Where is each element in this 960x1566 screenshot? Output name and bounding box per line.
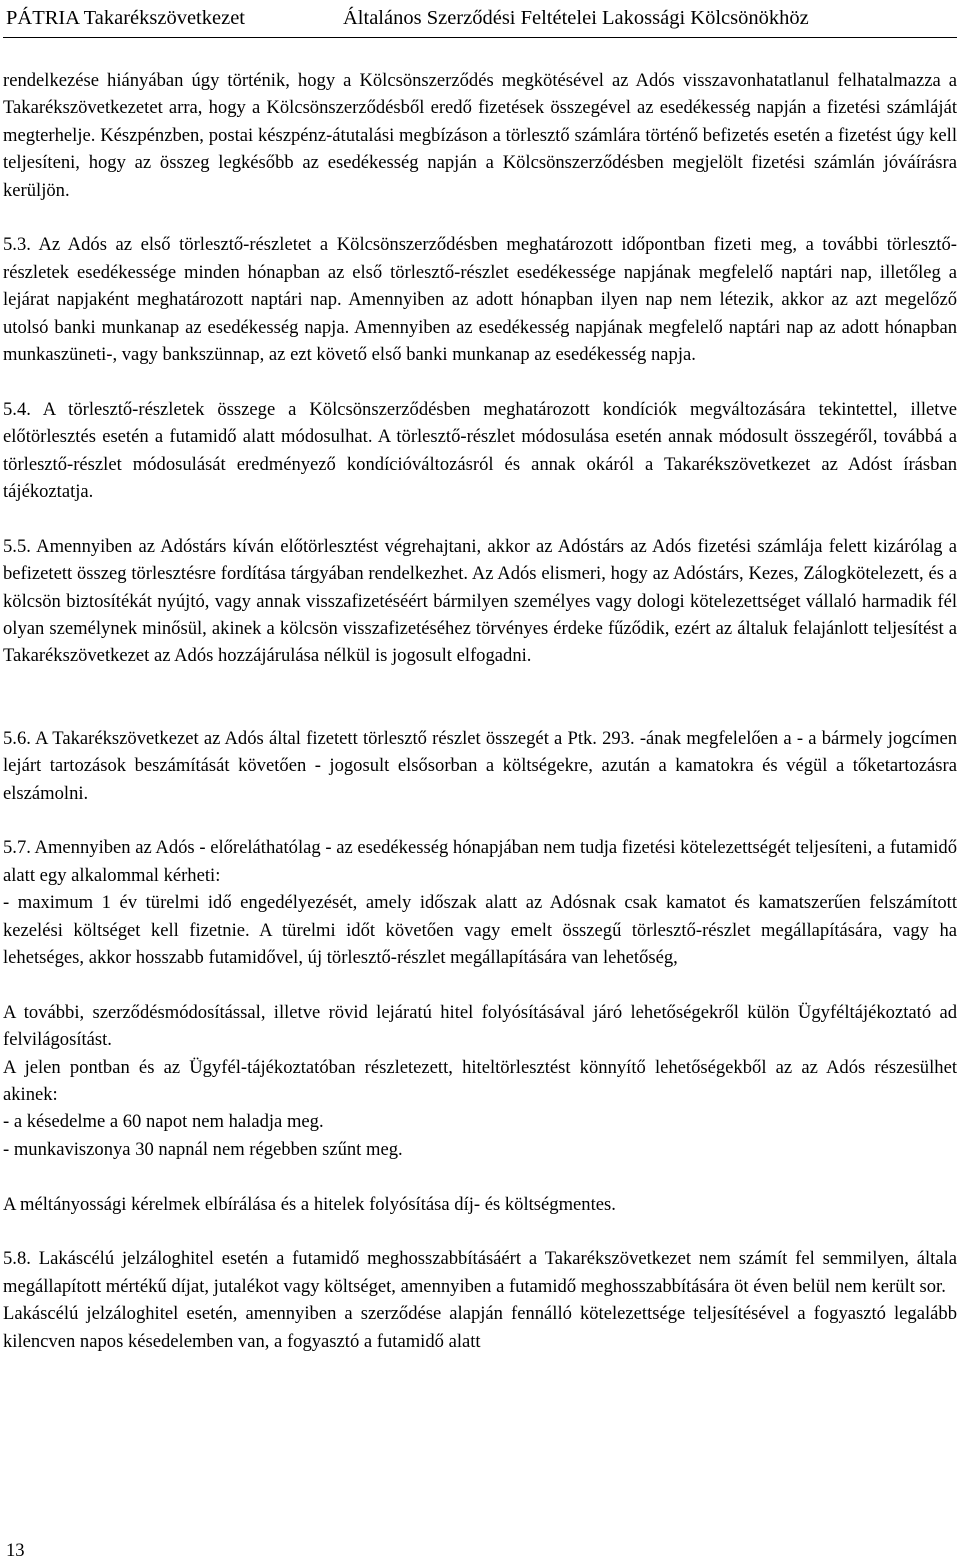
- paragraph-further-options: A további, szerződésmódosítással, illetve rövid lejáratú hitel folyósításával járó lehetőségekről külön Ügyféltájékoztató ad felvilágosítást.: [3, 1001, 957, 1051]
- paragraph-5-3: 5.3. Az Adós az első törlesztő-részletet a Kölcsönszerződésben meghatározott időpontban fizeti meg, a további törlesztő-részletek esedékessége minden hónapban az első törlesztő-részlet esedékessége napjának megfelelő naptári nap, illetőleg a lejárat napjaként meghatározott naptári nap. Amennyiben az adott hónapban ilyen nap nem létezik, akkor az azt megelőző utolsó banki munkanap az esedékesség napja. Amennyiben az esedékesség napjának megfelelő naptári nap az adott hónapban munkaszüneti-, vagy bankszünnap, az ezt követő első banki munkanap az esedékesség napja.: [3, 234, 957, 366]
- paragraph-spacer: [3, 971, 957, 998]
- paragraph-5-7-grace-period: - maximum 1 év türelmi idő engedélyezését, amely időszak alatt az Adósnak csak kamatot és kamatszerűen felszámított kezelési költséget kell fizetnie. A türelmi időt követően vagy emelt összegű törlesztő-részlet megállapítására, vagy ha lehetséges, akkor hosszabb futamidővel, új törlesztő-részlet megállapítására van lehetőség,: [3, 892, 957, 968]
- paragraph-spacer: [3, 368, 957, 395]
- paragraph-fee-free: A méltányossági kérelmek elbírálása és a hitelek folyósítása díj- és költségmentes.: [3, 1193, 616, 1215]
- eligibility-item-employment: - munkaviszonya 30 napnál nem régebben szűnt meg.: [3, 1138, 403, 1160]
- paragraph-spacer: [3, 204, 957, 231]
- paragraph-5-6: 5.6. A Takarékszövetkezet az Adós által fizetett törlesztő részlet összegét a Ptk. 293. -ának megfelelően a - a bármely jogcímen lejárt tartozások beszámítását követően - jogosult elsősorban a költségekre, azután a kamatokra és végül a tőketartozásra elszámolni.: [3, 727, 957, 804]
- document-body: [3, 67, 957, 1355]
- header-org-name: PÁTRIA Takarékszövetkezet: [6, 7, 245, 29]
- header-document-title: Általános Szerződési Feltételei Lakossági Kölcsönökhöz: [343, 7, 809, 29]
- paragraph-mortgage-delay: Lakáscélú jelzáloghitel esetén, amennyiben a szerződése alapján fennálló kötelezettsége teljesítésével a fogyasztó legalább kilencven napos késedelemben van, a fogyasztó a futamidő alatt: [3, 1303, 957, 1352]
- paragraph-5-7: 5.7. Amennyiben az Adós - előreláthatólag - az esedékesség hónapjában nem tudja fizetési kötelezettségét teljesíteni, a futamidő alatt egy alkalommal kérheti:: [3, 837, 957, 886]
- paragraph-spacer: [3, 807, 957, 834]
- paragraph-5-5: 5.5. Amennyiben az Adóstárs kíván előtörlesztést végrehajtani, akkor az Adóstárs az Adós fizetési számlája felett kizárólag a befizetett összeg törlesztésre fordítása tárgyában rendelkezhet. Az Adós elismeri, hogy az Adóstárs, Kezes, Zálogkötelezett, és a kölcsön biztosítékát nyújtó, vagy annak visszafizetéséért bármilyen személyes vagy dologi kötelezettséget vállaló harmadik fél olyan személynek minősül, akinek a kölcsön visszafizetéséhez törvényes érdeke fűződik, ezért az általuk felajánlott teljesítést a Takarékszövetkezet az Adós hozzájárulása nélkül is jogosult elfogadni.: [3, 535, 957, 667]
- paragraph-5-8: 5.8. Lakáscélú jelzáloghitel esetén a futamidő meghosszabbításáért a Takarékszövetkezet nem számít fel semmilyen, általa megállapított mértékű díjat, jutalékot vagy költséget, amennyiben a futamidő meghosszabbítására öt éven belül nem került sor.: [3, 1248, 957, 1297]
- paragraph-payment-intro: rendelkezése hiányában úgy történik, hogy a Kölcsönszerződés megkötésével az Adós visszavonhatatlanul felhatalmazza a Takarékszövetkezetet arra, hogy a Kölcsönszerződésből eredő fizetések összegével az esedékesség napján a fizetési számláját megterhelje. Készpénzben, postai készpénz-átutalási megbízáson a törlesztő számlára történő befizetés esetén a fizetést úgy kell teljesíteni, hogy az összeg legkésőbb az esedékesség napján a Kölcsönszerződésben megjelölt fizetési számlán jóváírásra kerüljön.: [3, 70, 957, 201]
- page-number: 13: [6, 1540, 25, 1561]
- paragraph-spacer: [3, 670, 957, 725]
- header-rule: [3, 37, 957, 38]
- eligibility-item-delay: - a késedelme a 60 napot nem haladja meg.: [3, 1111, 324, 1133]
- paragraph-5-4: 5.4. A törlesztő-részletek összege a Kölcsönszerződésben meghatározott kondíciók megváltozására tekintettel, illetve előtörlesztés esetén a futamidő alatt módosulhat. A törlesztő-részlet módosulása esetén annak módosult összegéről, továbbá a törlesztő-részlet módosulását eredményező kondícióváltozásról és annak okáról a Takarékszövetkezet az Adóst írásban tájékoztatja.: [3, 398, 957, 503]
- paragraph-spacer: [3, 1218, 957, 1245]
- paragraph-spacer: [3, 505, 957, 532]
- page-header: [0, 0, 960, 36]
- paragraph-eligibility: A jelen pontban és az Ügyfél-tájékoztatóban részletezett, hiteltörlesztést könnyítő lehetőségekből az az Adós részesülhet akinek:: [3, 1056, 957, 1105]
- paragraph-spacer: [3, 1163, 957, 1190]
